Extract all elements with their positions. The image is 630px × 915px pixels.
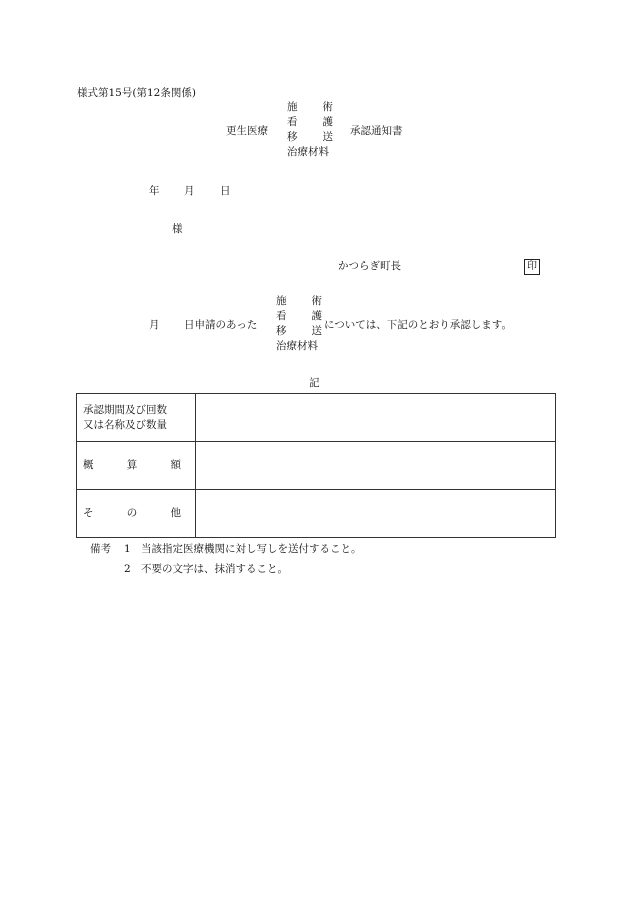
- body-month: 月: [149, 319, 160, 331]
- value-estimated-amount: [196, 442, 556, 490]
- label-estimated-amount: [77, 442, 196, 490]
- body-type-char: 移: [276, 325, 287, 337]
- remark-number: 1: [124, 543, 131, 555]
- label-char: 他: [170, 507, 181, 519]
- label-other: [77, 490, 196, 538]
- remark-text: 不要の文字は、抹消すること。: [141, 563, 288, 575]
- title-type-char: 看: [287, 116, 298, 128]
- title-type-char: 護: [322, 116, 333, 128]
- addressee-suffix: 様: [172, 223, 183, 235]
- ki-heading: 記: [309, 377, 320, 389]
- form-number: 様式第15号(第12条関係): [77, 87, 196, 99]
- issuer: かつらぎ町長: [338, 260, 401, 272]
- title-type-char: 移: [287, 131, 298, 143]
- remarks-label: 備考: [90, 543, 111, 555]
- label-line: 又は名称及び数量: [83, 418, 167, 431]
- label-period-count: [77, 394, 196, 442]
- label-char: 概: [83, 459, 94, 471]
- body-type-surgery: [276, 294, 322, 309]
- title-type-char: 治療材料: [287, 146, 329, 158]
- body-type-nursing: [276, 309, 322, 324]
- title-suffix: 承認通知書: [350, 125, 403, 137]
- title-type-transport: [287, 130, 333, 145]
- remark-text: 当該指定医療機関に対し写しを送付すること。: [141, 543, 362, 555]
- table-row: [77, 442, 556, 490]
- title-type-surgery: [287, 100, 333, 115]
- label-char: 算: [126, 459, 138, 471]
- body-type-char: 術: [311, 295, 322, 307]
- title-type-char: 術: [322, 101, 333, 113]
- date-year: 年: [149, 185, 160, 197]
- body-type-materials: [276, 339, 322, 354]
- value-other: [196, 490, 556, 538]
- body-rest: については、下記のとおり承認します。: [324, 319, 512, 331]
- body-type-char: 護: [311, 310, 322, 322]
- title-type-list: [287, 100, 333, 160]
- label-line: 承認期間及び回数: [83, 403, 167, 416]
- remark-number: 2: [124, 563, 131, 575]
- title-type-materials: [287, 145, 333, 160]
- value-period-count: [196, 394, 556, 442]
- body-day-request: 日申請のあった: [184, 319, 258, 331]
- body-type-char: 治療材料: [276, 340, 318, 352]
- title-prefix: 更生医療: [226, 125, 268, 137]
- seal-mark: 印: [524, 259, 540, 275]
- body-type-char: 送: [311, 325, 322, 337]
- title-type-char: 送: [322, 131, 333, 143]
- title-type-char: 施: [287, 101, 298, 113]
- approval-table: [76, 393, 556, 538]
- date-month: 月: [184, 185, 195, 197]
- body-type-char: 看: [276, 310, 287, 322]
- label-char: そ: [83, 507, 94, 519]
- table-row: [77, 490, 556, 538]
- body-type-char: 施: [276, 295, 287, 307]
- date-day: 日: [220, 185, 231, 197]
- label-char: の: [126, 507, 138, 519]
- body-type-list: [276, 294, 322, 354]
- label-char: 額: [170, 459, 181, 471]
- title-type-nursing: [287, 115, 333, 130]
- table-row: [77, 394, 556, 442]
- body-type-transport: [276, 324, 322, 339]
